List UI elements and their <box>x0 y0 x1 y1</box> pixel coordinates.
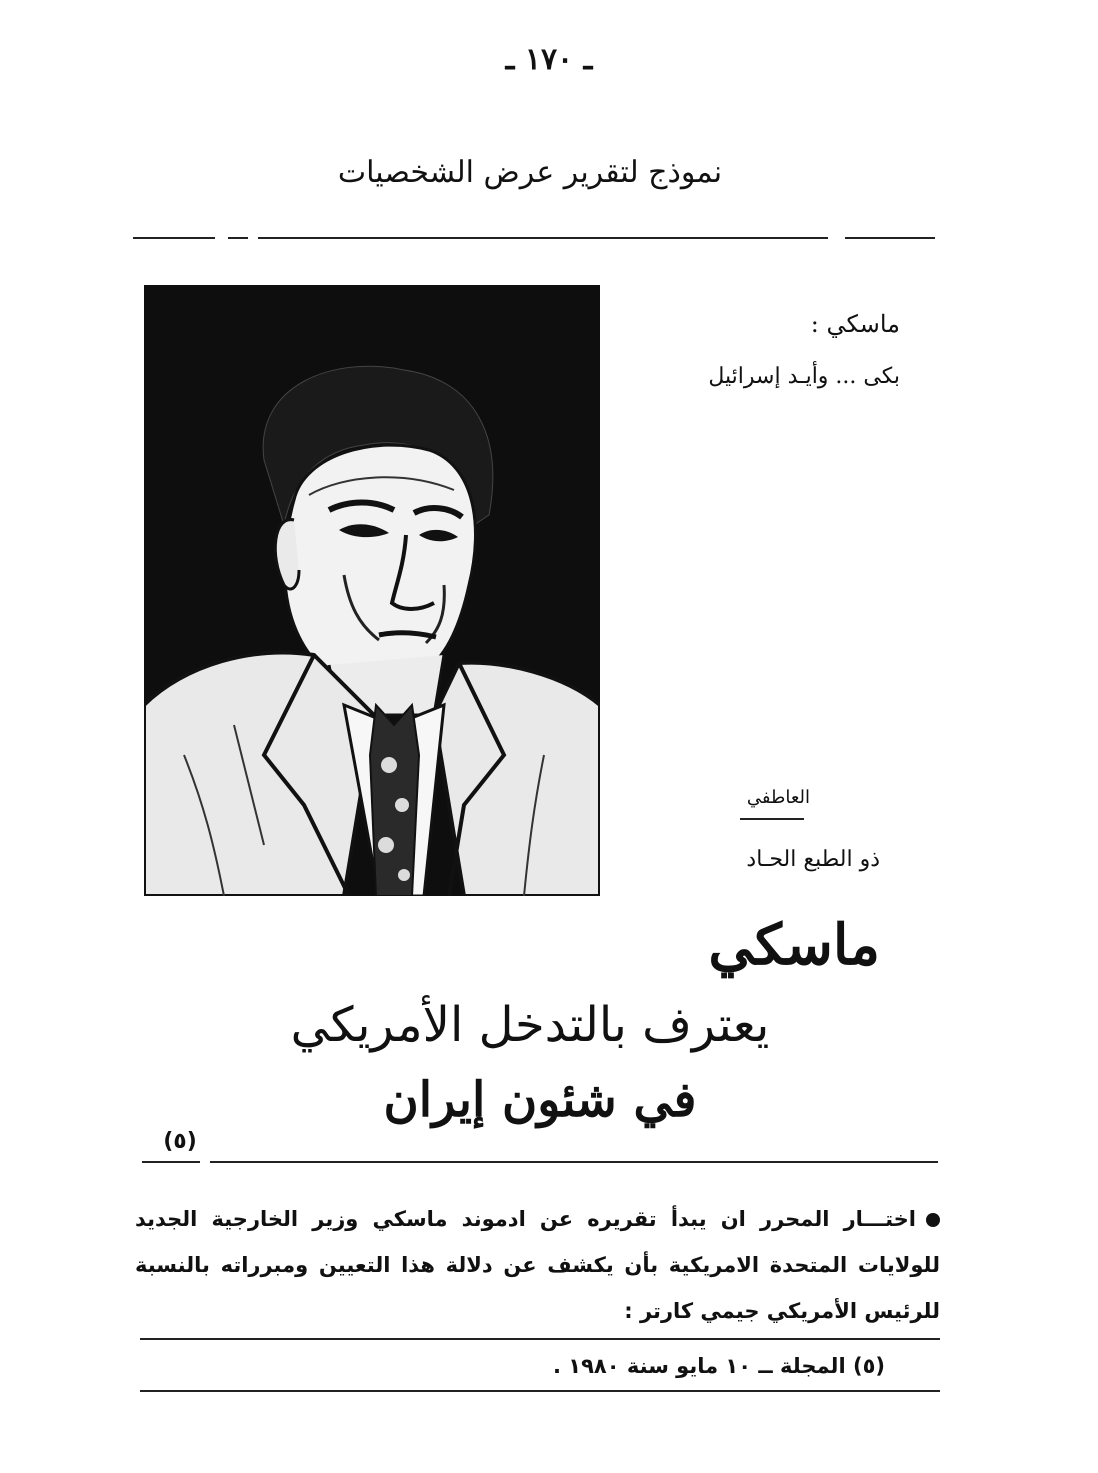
page-number: ـ ١٧٠ ـ <box>505 42 593 77</box>
body-paragraph-text: اختـــار المحرر ان يبدأ تقريره عن ادموند ماسكي وزير الخارجية الجديد للولايات المتحدة الامريكية بأن يكشف عن دلالة هذا التعيين ومبرراته بالنسبة للرئيس الأمريكي جيمي كارتر : <box>135 1207 940 1323</box>
subject-caption: بكى ... وأيـد إسرائيل <box>708 364 900 389</box>
headline-line-3: في شئون إيران <box>383 1072 697 1128</box>
title-rule-segment <box>228 237 248 239</box>
emotional-label: العاطفي <box>746 787 810 808</box>
title-rule-segment <box>133 237 215 239</box>
headline-line-2: يعترف بالتدخل الأمريكي <box>290 997 770 1053</box>
footnote-text: (٥) المجلة ــ ١٠ مايو سنة ١٩٨٠ . <box>553 1354 885 1378</box>
temper-label: ذو الطبع الحـاد <box>746 847 880 872</box>
headline-name: ماسكي <box>708 912 880 978</box>
footnote-rule-top <box>140 1338 940 1340</box>
emotional-underline <box>740 818 804 820</box>
footnote-reference: (٥) <box>163 1129 197 1154</box>
title-rule-segment <box>258 237 828 239</box>
bullet-icon <box>926 1213 940 1227</box>
page-title: نموذج لتقرير عرض الشخصيات <box>337 155 723 190</box>
footnote-rule-bottom <box>140 1390 940 1392</box>
portrait-sketch-icon <box>144 285 600 896</box>
portrait-image <box>144 285 600 896</box>
footnote-ref-rule <box>142 1161 200 1163</box>
body-paragraph <box>135 1196 940 1336</box>
title-rule-segment <box>845 237 935 239</box>
subject-name-caption: ماسكي : <box>810 310 900 338</box>
section-rule <box>210 1161 938 1163</box>
